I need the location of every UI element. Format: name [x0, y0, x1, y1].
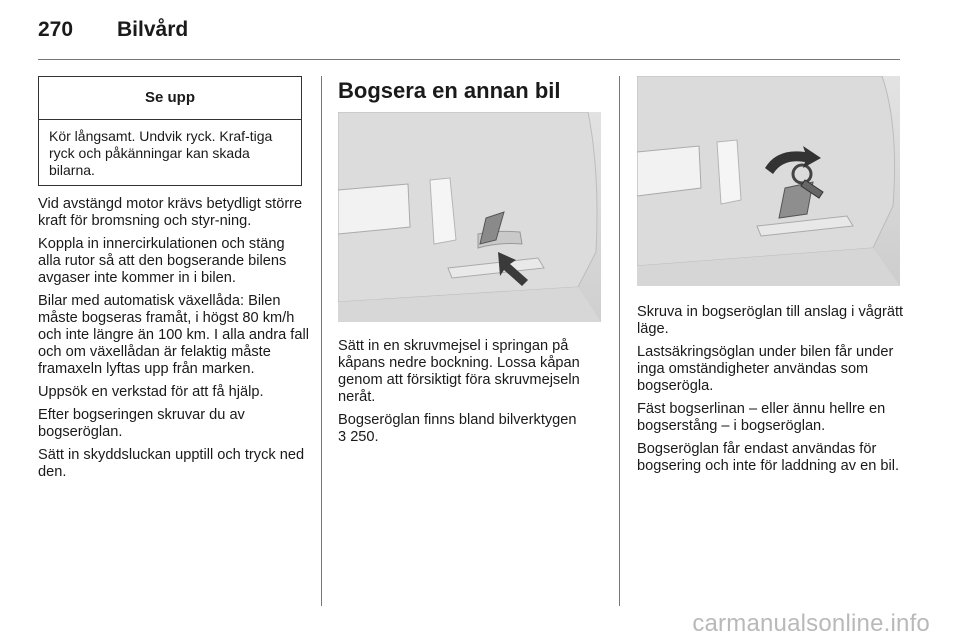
illustration-towing-eye — [637, 76, 900, 286]
paragraph: Fäst bogserlinan – eller ännu hellre en bogserstång – i bogseröglan. — [637, 401, 886, 434]
towing-eye-illustration — [637, 76, 900, 286]
paragraph: Lastsäkringsöglan under bilen får under inga omständigheter användas som bogserögla. — [637, 344, 894, 394]
page-reference-icon: 3 — [338, 429, 347, 445]
warning-text: Kör långsamt. Undvik ryck. Kraf-tiga ryck och påkänningar kan skada bilarna. — [49, 128, 273, 178]
watermark: carmanualsonline.info — [692, 610, 930, 637]
paragraph — [338, 412, 604, 446]
column-3-text — [637, 304, 905, 481]
paragraph: Uppsök en verkstad för att få hjälp. — [38, 384, 264, 400]
column-2-text — [338, 338, 604, 452]
warning-title: Se upp — [39, 77, 301, 120]
illustration-cover-removal — [338, 112, 601, 322]
column-divider-1 — [321, 76, 322, 606]
paragraph: Sätt in skyddsluckan upptill och tryck ned den. — [38, 447, 305, 480]
page-reference: 250. — [350, 429, 379, 445]
page-number: 270 — [38, 18, 74, 41]
column-1-text — [38, 196, 310, 487]
paragraph: Bilar med automatisk växellåda: Bilen måste bogseras framåt, i högst 80 km/h och inte längre än 100 km. I alla andra fall och om växellådan är felaktig måste framaxeln lyftas upp från marken. — [38, 293, 309, 377]
header-rule — [38, 59, 900, 60]
paragraph: Vid avstängd motor krävs betydligt större kraft för bromsning och styr-ning. — [38, 196, 303, 229]
paragraph: Sätt in en skruvmejsel i springan på kåpans nedre bockning. Lossa kåpan genom att försiktigt föra skruvmejseln neråt. — [338, 338, 580, 405]
column-divider-2 — [619, 76, 620, 606]
subsection-heading: Bogsera en annan bil — [338, 78, 561, 103]
paragraph: Efter bogseringen skruvar du av bogseröglan. — [38, 407, 245, 440]
bumper-cover-illustration — [338, 112, 601, 322]
paragraph-text: Bogseröglan finns bland bilverktygen — [338, 412, 577, 428]
paragraph: Koppla in innercirkulationen och stäng alla rutor så att den bogserande bilens avgaser inte kommer in i bilen. — [38, 236, 287, 286]
paragraph: Skruva in bogseröglan till anslag i vågrätt läge. — [637, 304, 904, 337]
paragraph: Bogseröglan får endast användas för bogsering och inte för laddning av en bil. — [637, 441, 900, 474]
section-title: Bilvård — [117, 18, 189, 41]
warning-box — [38, 76, 302, 186]
